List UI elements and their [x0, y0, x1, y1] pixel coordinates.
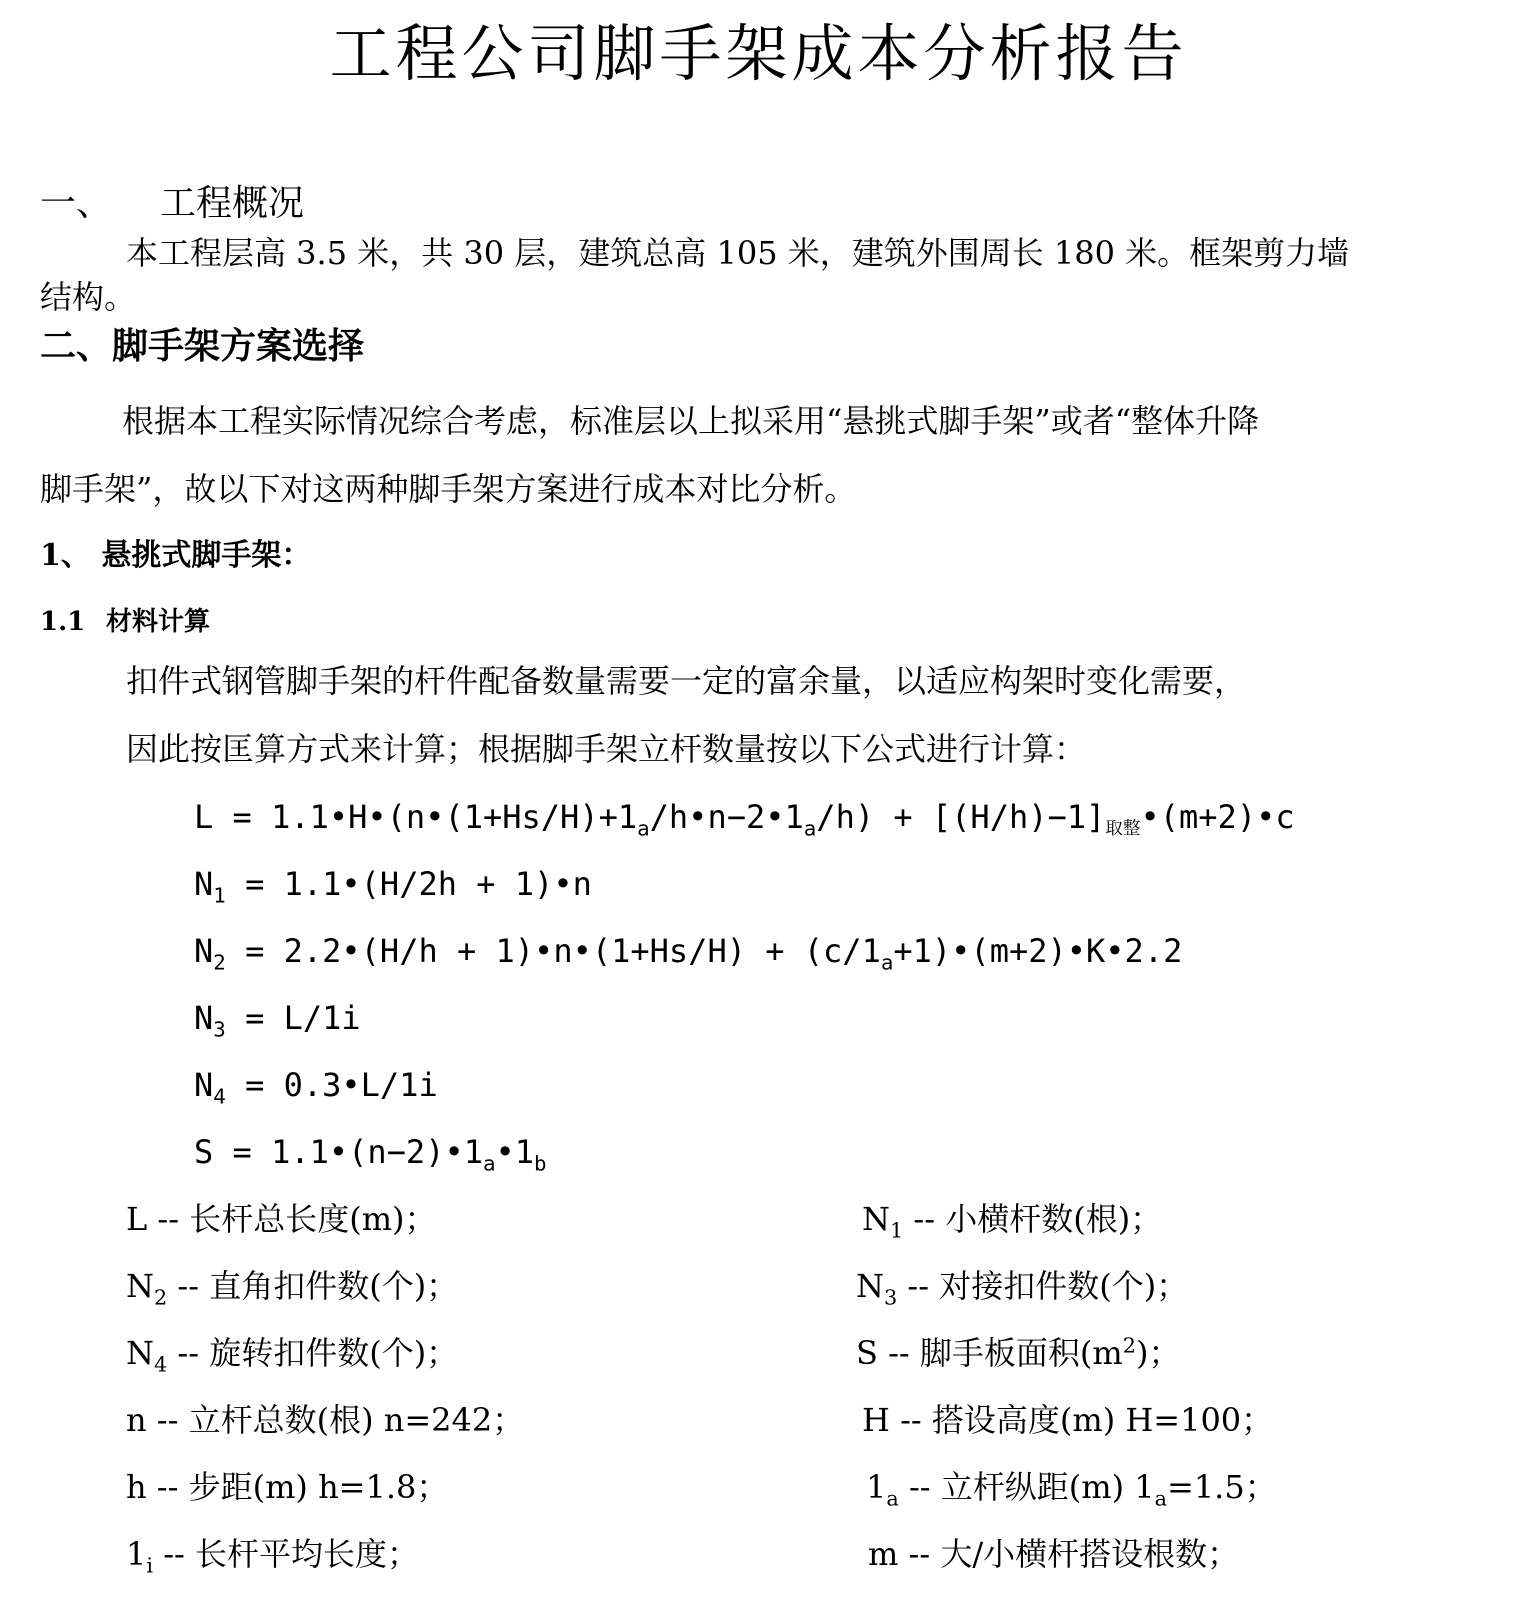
section-1-paragraph-line-1: 本工程层高 3.5 米，共 30 层，建筑总高 105 米，建筑外围周长 180 米。框架剪力墙	[126, 234, 1350, 272]
definition-n: n -- 立杆总数(根) n=242；	[126, 1401, 525, 1439]
subsection-1-1-paragraph-line-2: 因此按匡算方式来计算；根据脚手架立杆数量按以下公式进行计算：	[126, 730, 1087, 768]
subsection-1-1-paragraph-line-1: 扣件式钢管脚手架的杆件配备数量需要一定的富余量，以适应构架时变化需要，	[126, 662, 1247, 700]
section-2-paragraph-line-1: 根据本工程实际情况综合考虑，标准层以上拟采用“悬挑式脚手架”或者“整体升降	[122, 402, 1260, 440]
subsection-1-1-number: 1.1	[40, 607, 86, 637]
definition-H: H -- 搭设高度(m) H=100；	[862, 1401, 1274, 1439]
subsection-1-heading: 1、 悬挑式脚手架：	[40, 538, 312, 573]
definition-N3: $N_3$ -- 对接扣件数(个)；	[856, 1267, 1189, 1310]
definition-N1: $N_1$ -- 小横杆数(根)；	[862, 1200, 1163, 1243]
formula-L: $L = 1.1•H•(n•(1+Hs/H)+1_a/h•n-2•1_a/h) + [(H/h)-1]$取整•(m+2)•c	[194, 798, 1295, 841]
definition-L: L -- 长杆总长度(m)；	[126, 1200, 437, 1238]
formula-N4: $N_4$ = 0.3•L/1i	[194, 1066, 438, 1109]
section-2-paragraph-line-2: 脚手架”，故以下对这两种脚手架方案进行成本对比分析。	[40, 470, 857, 508]
definition-la: $1_a$ -- 立杆纵距(m) $1_a=1.5$；	[866, 1468, 1277, 1511]
section-1-number: 一、	[40, 183, 113, 224]
definition-h: h -- 步距(m) h=1.8；	[126, 1468, 449, 1506]
formula-N3: $N_3 = L/1i$	[194, 999, 361, 1042]
section-2-heading: 二、脚手架方案选择	[40, 325, 365, 367]
subsection-1-1-heading: 材料计算	[106, 607, 211, 637]
formula-N2: $N_2$ = 2.2•(H/h + 1)•n•(1+Hs/H) + $(c/1_a+1)•(m+2)•K•2.2$	[194, 932, 1183, 975]
definition-N2: $N_2$ -- 直角扣件数(个)；	[126, 1267, 459, 1310]
formula-N1: $N_1$ = 1.1•(H/2h + 1)•n	[194, 865, 592, 908]
definition-N4: $N_4$ -- 旋转扣件数(个)；	[126, 1334, 459, 1377]
page-title: 工程公司脚手架成本分析报告	[329, 17, 1188, 90]
definition-li: $1_i$ -- 长杆平均长度；	[126, 1535, 419, 1578]
section-1-heading: 工程概况	[160, 183, 305, 224]
formula-S: $S = 1.1•(n-2)•1_a•1_b$	[194, 1133, 547, 1176]
section-1-paragraph-line-2: 结构。	[40, 278, 137, 316]
definition-S: S -- 脚手板面积$(m^2)$；	[856, 1333, 1181, 1372]
definition-m: m -- 大/小横杆搭设根数；	[868, 1535, 1240, 1573]
